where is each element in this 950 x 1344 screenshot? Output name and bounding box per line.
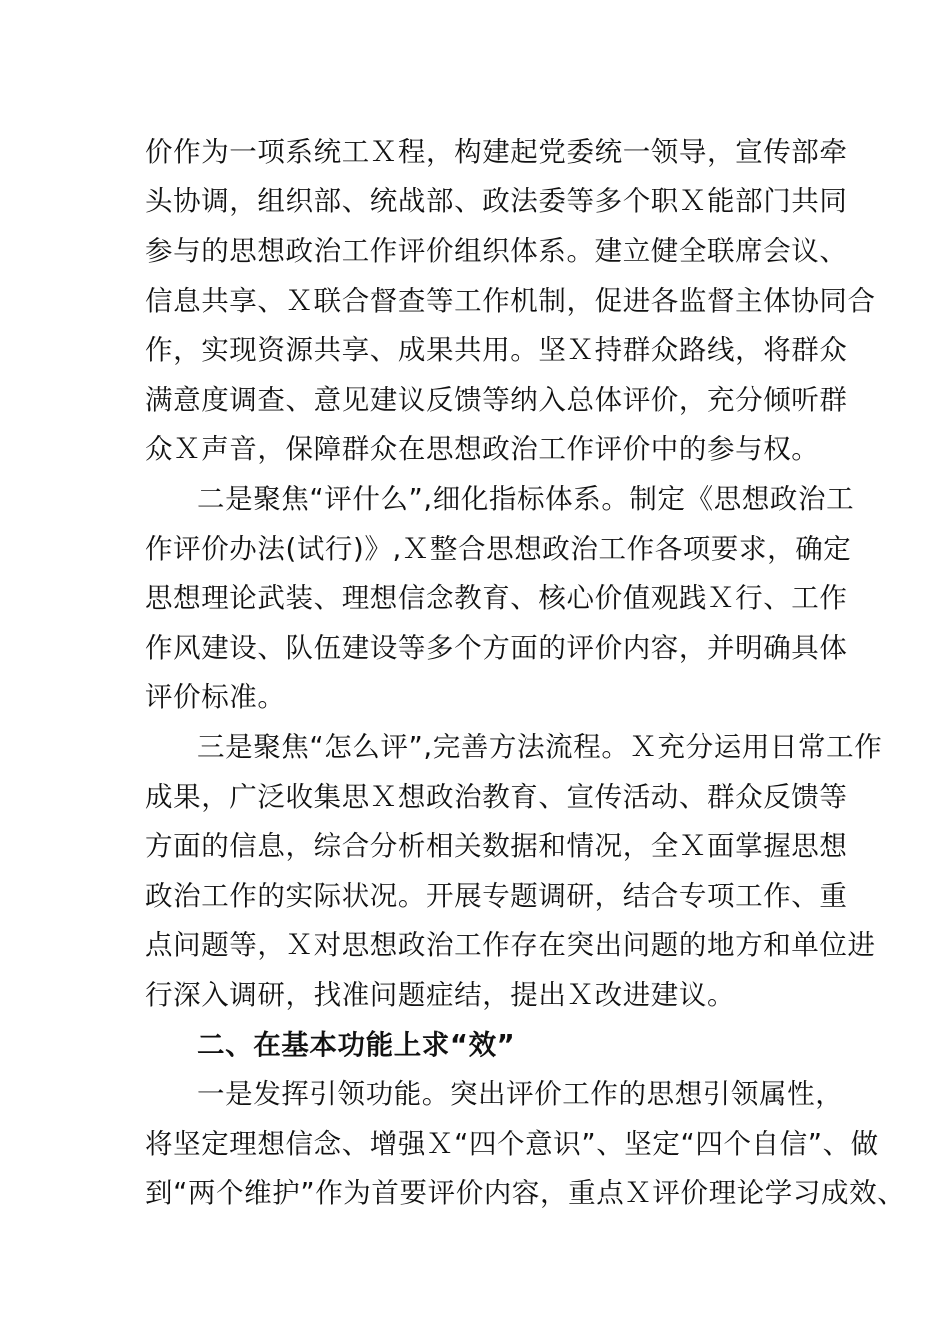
text-line: 点问题等，Ｘ对思想政治工作存在突出问题的地方和单位进 (145, 929, 876, 961)
paragraph-start-line: 三是聚焦“怎么评”,完善方法流程。Ｘ充分运用日常工作 (197, 731, 883, 763)
text-line: 作评价办法(试行)》,Ｘ整合思想政治工作各项要求，确定 (145, 533, 852, 565)
paragraph-start-line: 二是聚焦“评什么”,细化指标体系。制定《思想政治工 (197, 483, 855, 515)
text-line: 作，实现资源共享、成果共用。坚Ｘ持群众路线，将群众 (145, 334, 848, 366)
text-line: 评价标准。 (145, 681, 286, 713)
text-line: 作风建设、队伍建设等多个方面的评价内容，并明确具体 (145, 632, 848, 664)
text-line: 方面的信息，综合分析相关数据和情况，全Ｘ面掌握思想 (145, 830, 848, 862)
section-heading: 二、在基本功能上求“效” (197, 1029, 516, 1061)
text-line: 到“两个维护”作为首要评价内容，重点Ｘ评价理论学习成效、 (145, 1177, 906, 1209)
text-line: 行深入调研，找准问题症结，提出Ｘ改进建议。 (145, 979, 736, 1011)
text-line: 信息共享、Ｘ联合督查等工作机制，促进各监督主体协同合 (145, 285, 876, 317)
text-line: 满意度调查、意见建议反馈等纳入总体评价，充分倾听群 (145, 384, 848, 416)
text-line: 将坚定理想信念、增强Ｘ“四个意识”、坚定“四个自信”、做 (145, 1128, 879, 1160)
text-line: 参与的思想政治工作评价组织体系。建立健全联席会议、 (145, 235, 848, 267)
text-line: 思想理论武装、理想信念教育、核心价值观践Ｘ行、工作 (145, 582, 848, 614)
text-line: 成果，广泛收集思Ｘ想政治教育、宣传活动、群众反馈等 (145, 781, 848, 813)
paragraph-start-line: 一是发挥引领功能。突出评价工作的思想引领属性， (197, 1078, 844, 1110)
text-line: 政治工作的实际状况。开展专题调研，结合专项工作、重 (145, 880, 848, 912)
text-line: 价作为一项系统工Ｘ程，构建起党委统一领导，宣传部牵 (145, 136, 848, 168)
text-line: 头协调，组织部、统战部、政法委等多个职Ｘ能部门共同 (145, 185, 848, 217)
text-line: 众Ｘ声音，保障群众在思想政治工作评价中的参与权。 (145, 433, 820, 465)
